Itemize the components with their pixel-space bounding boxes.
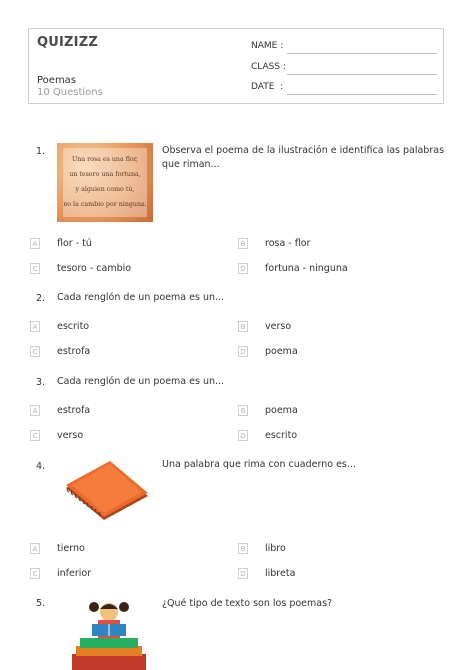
option-letter: B	[238, 543, 248, 554]
option-letter: B	[238, 321, 248, 332]
poem-line: un tesoro una fortuna,	[69, 171, 141, 178]
question-text: ¿Qué tipo de texto son los poemas?	[162, 598, 333, 609]
option-letter: B	[238, 405, 248, 416]
question-number: 3.	[36, 377, 46, 388]
girl-reading-illustration	[68, 598, 150, 670]
option-letter: D	[238, 263, 248, 274]
poem-line: Una rosa es una flor,	[71, 156, 139, 163]
answer-option[interactable]: tesoro - cambio	[57, 263, 132, 274]
option-letter: D	[238, 346, 248, 357]
answer-option[interactable]: estrofa	[57, 346, 91, 357]
option-letter: C	[30, 263, 40, 274]
name-label: NAME :	[251, 41, 284, 51]
date-field[interactable]	[287, 94, 437, 95]
answer-option[interactable]: escrito	[57, 321, 90, 332]
answer-option[interactable]: verso	[265, 321, 292, 332]
answer-option[interactable]: verso	[57, 430, 84, 441]
option-letter: C	[30, 568, 40, 579]
question-number: 5.	[36, 598, 46, 609]
answer-option[interactable]: libreta	[265, 568, 296, 579]
option-letter: A	[30, 543, 40, 554]
answer-option[interactable]: estrofa	[57, 405, 91, 416]
poem-line: y alguien como tú,	[75, 186, 135, 193]
question-text: Cada renglón de un poema es un...	[57, 292, 225, 303]
answer-option[interactable]: flor - tú	[57, 238, 92, 249]
answer-option[interactable]: poema	[265, 346, 298, 357]
worksheet-header	[28, 28, 444, 104]
date-label: DATE :	[251, 82, 284, 92]
poem-illustration	[57, 143, 153, 222]
option-letter: B	[238, 238, 248, 249]
option-letter: D	[238, 430, 248, 441]
answer-option[interactable]: tierno	[57, 543, 85, 554]
option-letter: D	[238, 568, 248, 579]
poem-text	[57, 152, 153, 212]
worksheet-title: Poemas	[37, 75, 77, 86]
quizizz-logo: QUIZIZZ	[37, 35, 98, 50]
option-letter: A	[30, 321, 40, 332]
answer-option[interactable]: fortuna - ninguna	[265, 263, 348, 274]
question-text: Observa el poema de la ilustración e identifica las palabras que riman...	[162, 145, 445, 170]
answer-option[interactable]: libro	[265, 543, 286, 554]
option-letter: A	[30, 238, 40, 249]
poem-line: no la cambio por ninguna.	[63, 201, 147, 208]
option-letter: C	[30, 346, 40, 357]
question-number: 2.	[36, 293, 46, 304]
question-text: Cada renglón de un poema es un...	[57, 376, 225, 387]
name-field[interactable]	[287, 53, 437, 54]
answer-option[interactable]: inferior	[57, 568, 92, 579]
class-field[interactable]	[287, 74, 437, 75]
answer-option[interactable]: rosa - flor	[265, 238, 311, 249]
question-count: 10 Questions	[37, 87, 103, 98]
notebook-illustration	[60, 458, 152, 526]
answer-option[interactable]: poema	[265, 405, 298, 416]
option-letter: C	[30, 430, 40, 441]
question-number: 1.	[36, 146, 46, 157]
question-text: Una palabra que rima con cuaderno es...	[162, 459, 356, 470]
answer-option[interactable]: escrito	[265, 430, 298, 441]
question-number: 4.	[36, 461, 46, 472]
option-letter: A	[30, 405, 40, 416]
class-label: CLASS :	[251, 62, 286, 72]
